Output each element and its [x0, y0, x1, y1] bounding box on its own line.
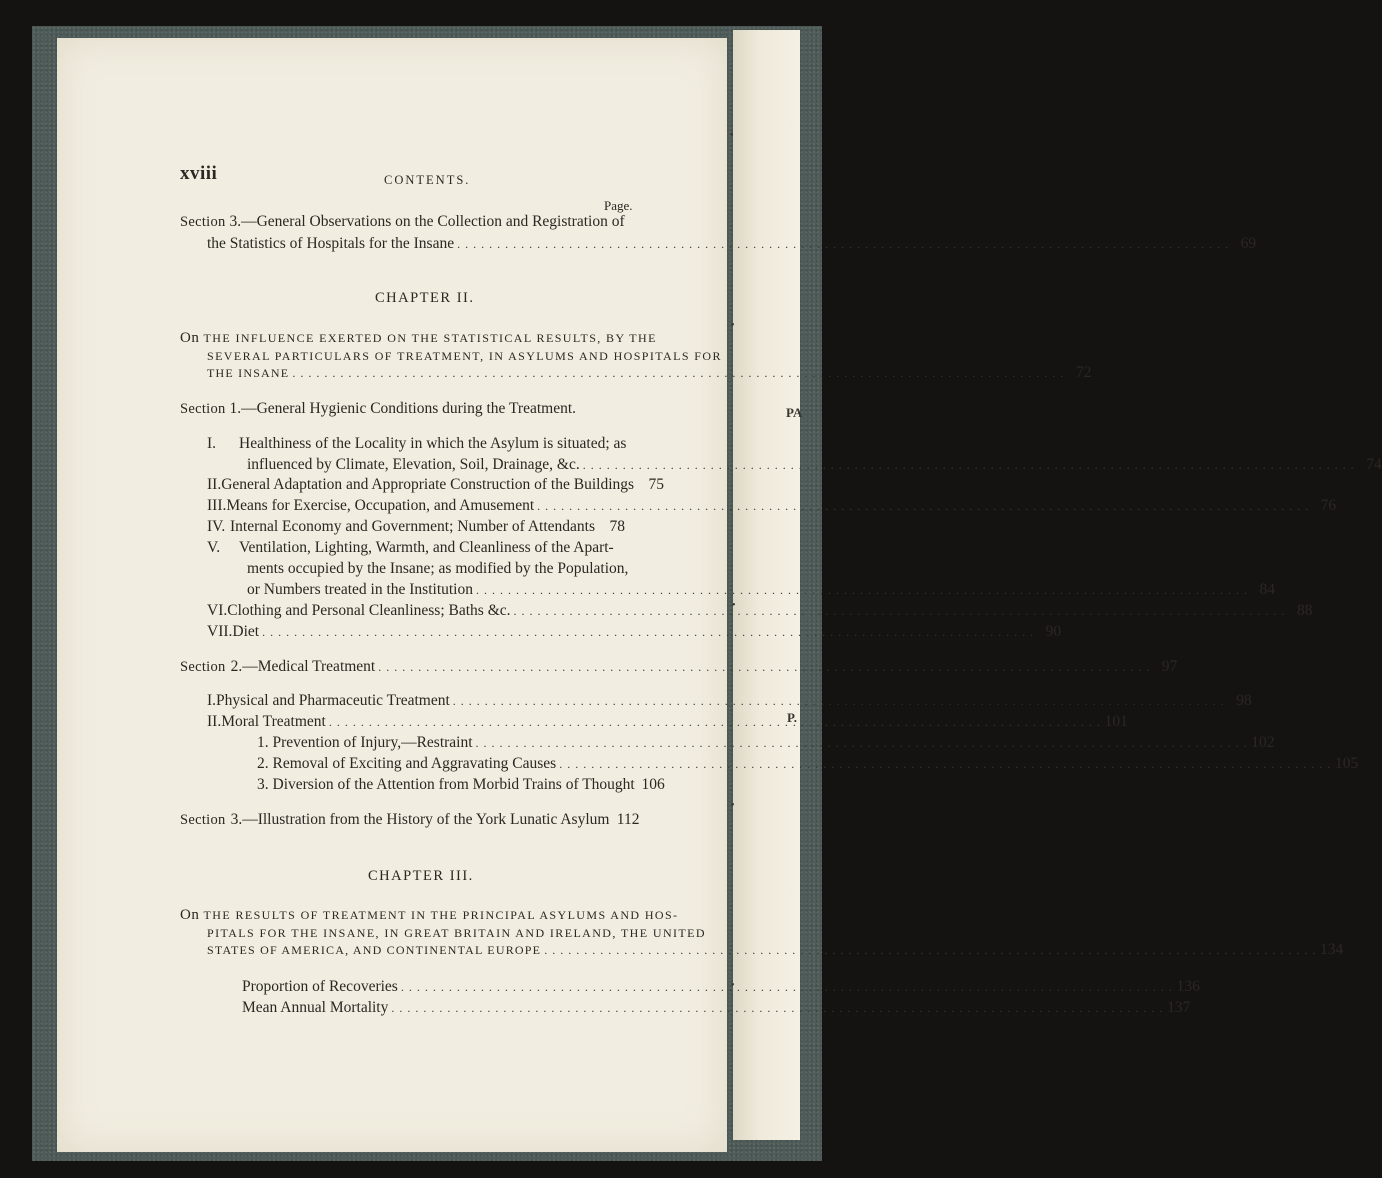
bleed-text: PA [786, 405, 803, 420]
toc-entry: Mean Annual Mortality . . . 137 [242, 998, 625, 1018]
dot-leader [391, 998, 1163, 1018]
dot-leader [476, 580, 1248, 600]
dot-leader [292, 363, 1064, 383]
dot-leader [476, 733, 1248, 753]
toc-entry: the Statistics of Hospitals for the Insane . . . 69 [207, 234, 625, 254]
toc-entry: V. Ventilation, Lighting, Warmth, and Cleanliness of the Apart- [207, 539, 614, 556]
margin-mark: • [731, 800, 735, 811]
chapter-heading: CHAPTER II. [375, 290, 475, 306]
dot-leader [514, 601, 1286, 621]
toc-entry: Proportion of Recoveries . . . 136 [242, 977, 625, 997]
chapter-intro: On THE INFLUENCE EXERTED ON THE STATISTICAL RESULTS, BY THE [180, 330, 657, 346]
dot-leader [262, 622, 1034, 642]
toc-entry: 2. Removal of Exciting and Aggravating Causes . . . 105 [257, 754, 625, 774]
toc-entry-section: Section 3.—Illustration from the History of the York Lunatic Asylum 112 [180, 811, 640, 828]
dot-leader [401, 977, 1173, 997]
margin-mark: • [731, 980, 735, 991]
chapter-intro: SEVERAL PARTICULARS OF TREATMENT, IN ASYLUMS AND HOSPITALS FOR [207, 349, 722, 363]
toc-entry: IV. Internal Economy and Government; Number of Attendants 78 [207, 518, 625, 535]
toc-entry: influenced by Climate, Elevation, Soil, Drainage, &c. . . . 74 [247, 455, 625, 475]
toc-entry-section: Section 2.—Medical Treatment . . . 97 [180, 657, 625, 677]
chapter-intro: PITALS FOR THE INSANE, IN GREAT BRITAIN AND IRELAND, THE UNITED [207, 926, 706, 940]
toc-entry: VII. Diet . . . 90 [207, 622, 625, 642]
dot-leader [559, 754, 1331, 774]
toc-entry: STATES OF AMERICA, AND CONTINENTAL EUROPE . . . 134 [207, 940, 625, 960]
page-column-label: Page. [604, 198, 633, 213]
toc-entry: I. Physical and Pharmaceutic Treatment . . . 98 [207, 691, 625, 711]
toc-entry: or Numbers treated in the Institution . . . 84 [247, 580, 625, 600]
dot-leader [378, 657, 1150, 677]
dot-leader [537, 496, 1309, 516]
toc-entry: VI. Clothing and Personal Cleanliness; Baths &c. . . . 88 [207, 601, 625, 621]
page-folio: xviii [180, 163, 218, 184]
toc-entry: 1. Prevention of Injury,—Restraint . . . 102 [257, 733, 625, 753]
chapter-heading: CHAPTER III. [368, 868, 474, 884]
dot-leader [329, 712, 1101, 732]
dot-leader [544, 940, 1316, 960]
margin-mark: • [731, 320, 735, 331]
running-title: CONTENTS. [384, 173, 471, 187]
dot-leader [453, 691, 1225, 711]
toc-entry-section: Section 3.—General Observations on the Collection and Registration of [180, 213, 625, 230]
toc-entry: THE INSANE . . . 72 [207, 363, 625, 383]
toc-entry: I. Healthiness of the Locality in which the Asylum is situated; as [207, 435, 627, 452]
toc-entry-section: Section 1.—General Hygienic Conditions during the Treatment. [180, 400, 577, 417]
toc-entry: II. Moral Treatment . . . 101 [207, 712, 625, 732]
toc-entry: II. General Adaptation and Appropriate Construction of the Buildings 75 [207, 476, 665, 493]
toc-entry: 3. Diversion of the Attention from Morbid Trains of Thought 106 [257, 776, 665, 793]
dot-leader [457, 234, 1229, 254]
margin-mark: • [730, 130, 734, 141]
toc-entry: ments occupied by the Insane; as modified by the Population, [247, 560, 629, 577]
toc-entry: III. Means for Exercise, Occupation, and Amusement . . . 76 [207, 496, 625, 516]
dot-leader [583, 455, 1355, 475]
margin-mark: • [732, 600, 736, 611]
chapter-intro: On THE RESULTS OF TREATMENT IN THE PRINCIPAL ASYLUMS AND HOS- [180, 907, 679, 923]
bleed-text: P. [787, 710, 797, 725]
